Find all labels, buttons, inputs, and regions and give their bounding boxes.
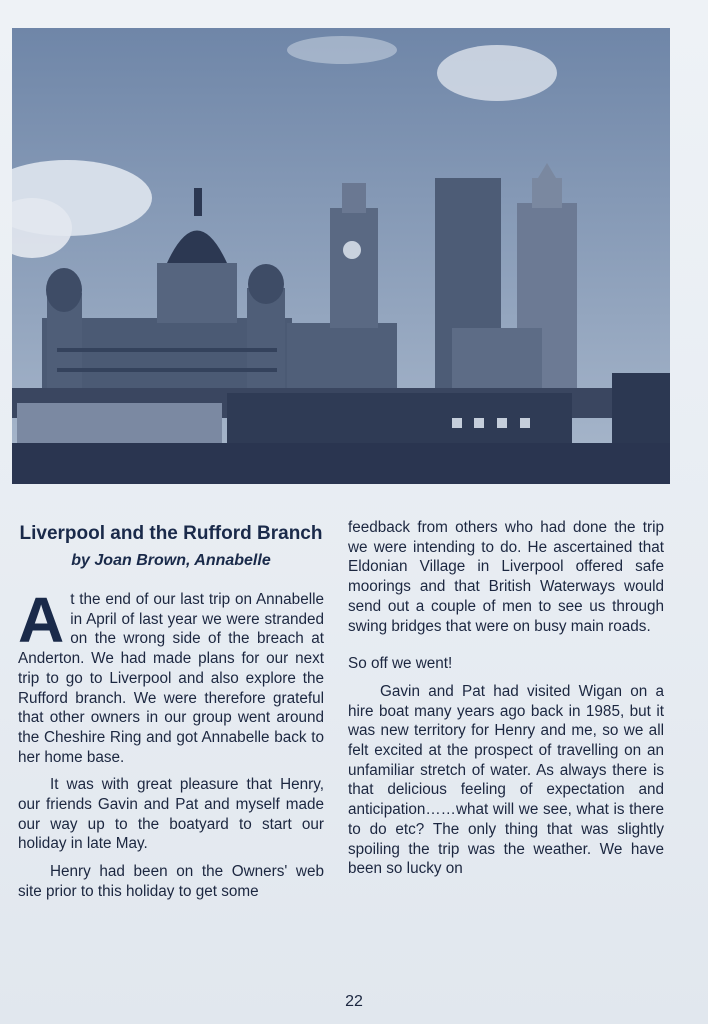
left-column <box>18 520 324 902</box>
paragraph-3-start: Henry had been on the Owners' web site prior to this holiday to get some <box>18 863 324 900</box>
paragraph-3-continued: feedback from others who had done the trip we were intending to do. He ascertained that Eldonian Village in Liverpool offered safe moorings and that British Waterways would send out a couple of men to see us through swing bridges that were on busy main roads. <box>348 519 664 635</box>
page-number: 22 <box>345 993 363 1010</box>
drop-cap: A <box>18 584 65 656</box>
paragraph-1 <box>18 584 324 767</box>
paragraph-2: It was with great pleasure that Henry, our friends Gavin and Pat and myself made our way up to the boatyard to start our holiday in late May. <box>18 776 324 853</box>
paragraph-1-text: t the end of our last trip on Annabelle in April of last year we were stranded on the wrong side of the breach at Anderton. We had made plans for our next trip to go to Liverpool and also explore the Rufford branch. We were therefore grateful that other owners in our group went around the Cheshire Ring and got Annabelle back to her home base. <box>18 591 324 766</box>
paragraph-5: Gavin and Pat had visited Wigan on a hire boat many years ago back in 1985, but it was new territory for Henry and me, so we all felt excited at the prospect of travelling on an unfamiliar stretch of water. As always there is that delicious feeling of expectation and anticipation……what will we see, what is there to do etc? The only thing that was slightly spoiling the trip was the weather. We have been so lucky on <box>348 682 664 878</box>
article-byline: by Joan Brown, Annabelle <box>71 552 271 569</box>
paragraph-4: So off we went! <box>348 655 453 673</box>
liverpool-waterfront-photo <box>12 28 670 484</box>
skyline-illustration <box>12 28 670 484</box>
article-title: Liverpool and the Rufford Branch <box>19 523 323 544</box>
right-column <box>348 518 664 879</box>
